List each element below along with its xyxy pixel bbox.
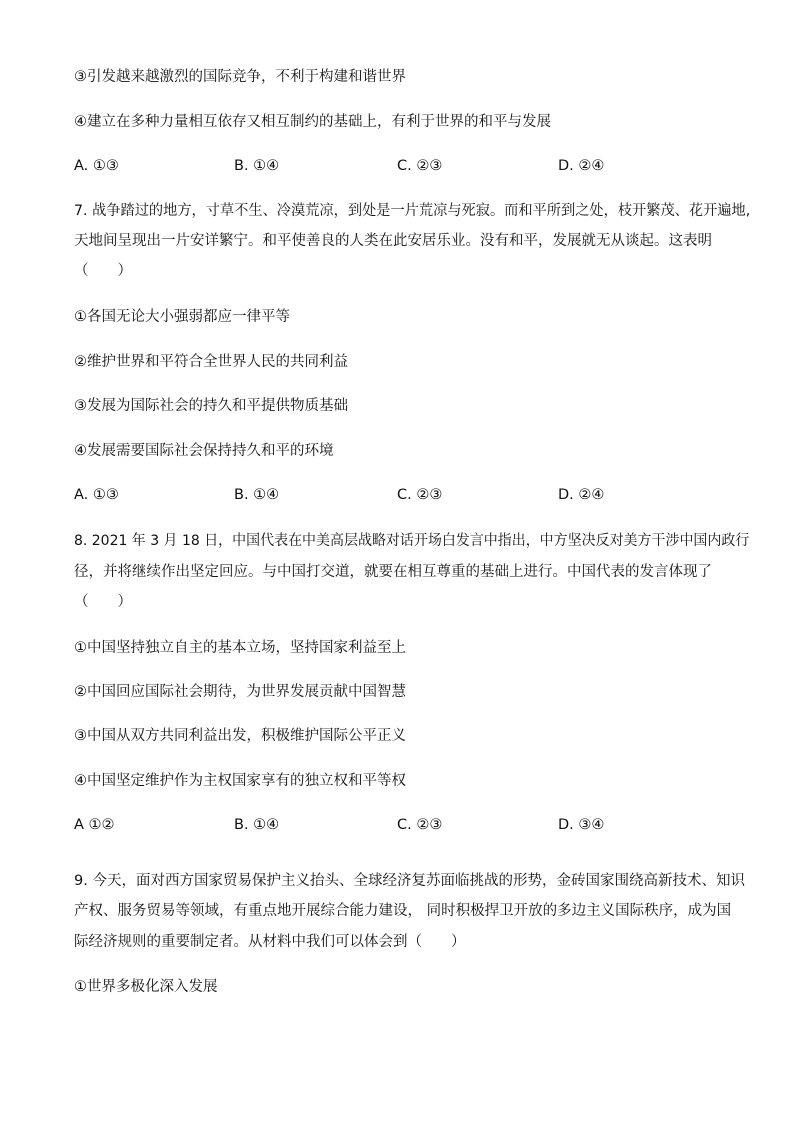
q8-stem-line-1: 8. 2021 年 3 月 18 日，中国代表在中美高层战略对话开场白发言中指出，中方坚决反对美方干涉中国内政行 <box>74 533 750 549</box>
q8-statement-3: ③中国从双方共同利益出发，积极维护国际公平正义 <box>74 728 406 744</box>
q7-answer-blank: （ ） <box>74 263 132 279</box>
q7-option-c[interactable]: C. ②③ <box>397 487 443 503</box>
q6-option-b[interactable]: B. ①④ <box>234 158 280 174</box>
q8-option-c[interactable]: C. ②③ <box>397 817 443 833</box>
q8-option-b[interactable]: B. ①④ <box>234 817 280 833</box>
q8-statement-1: ①中国坚持独立自主的基本立场，坚持国家利益至上 <box>74 640 406 656</box>
q7-stem-line-2: 天地间呈现出一片安详繁宁。和平使善良的人类在此安居乐业。没有和平，发展就无从谈起。这表明 <box>74 233 712 249</box>
q8-option-d[interactable]: D. ③④ <box>558 817 605 833</box>
q8-answer-blank: （ ） <box>74 594 132 610</box>
q9-statement-1: ①世界多极化深入发展 <box>74 979 218 995</box>
q8-statement-2: ②中国回应国际社会期待，为世界发展贡献中国智慧 <box>74 684 406 700</box>
q6-option-d[interactable]: D. ②④ <box>558 158 605 174</box>
q9-stem-line-2: 产权、服务贸易等领域，有重点地开展综合能力建设， 同时积极捍卫开放的多边主义国际秩序，成为国 <box>74 903 732 919</box>
q7-stem-line-1: 7. 战争踏过的地方，寸草不生、冷漠荒凉，到处是一片荒凉与死寂。而和平所到之处，枝开繁茂、花开遍地, <box>74 203 751 219</box>
q6-option-a[interactable]: A. ①③ <box>74 158 119 174</box>
q6-statement-3: ③引发越来越激烈的国际竞争，不利于构建和谐世界 <box>74 69 406 85</box>
q6-statement-4: ④建立在多种力量相互依存又相互制约的基础上，有利于世界的和平与发展 <box>74 114 551 130</box>
q8-option-a[interactable]: A ①② <box>74 817 115 833</box>
q6-options <box>74 156 724 176</box>
q7-option-a[interactable]: A. ①③ <box>74 487 119 503</box>
q9-stem-line-1: 9. 今天，面对西方国家贸易保护主义抬头、全球经济复苏面临挑战的形势，金砖国家围绕高新技术、知识 <box>74 873 745 889</box>
q8-options <box>74 815 724 835</box>
q8-stem-line-2: 径，并将继续作出坚定回应。与中国打交道，就要在相互尊重的基础上进行。中国代表的发言体现了 <box>74 564 712 580</box>
q7-statement-1: ①各国无论大小强弱都应一律平等 <box>74 309 290 325</box>
q7-statement-2: ②维护世界和平符合全世界人民的共同利益 <box>74 354 348 370</box>
q9-stem-line-3: 际经济规则的重要制定者。从材料中我们可以体会到（ ） <box>74 934 466 950</box>
q7-statement-3: ③发展为国际社会的持久和平提供物质基础 <box>74 398 348 414</box>
q8-statement-4: ④中国坚定维护作为主权国家享有的独立权和平等权 <box>74 773 406 789</box>
q7-option-d[interactable]: D. ②④ <box>558 487 605 503</box>
q7-statement-4: ④发展需要国际社会保持持久和平的环境 <box>74 443 334 459</box>
q7-option-b[interactable]: B. ①④ <box>234 487 280 503</box>
q6-option-c[interactable]: C. ②③ <box>397 158 443 174</box>
q7-options <box>74 485 724 505</box>
